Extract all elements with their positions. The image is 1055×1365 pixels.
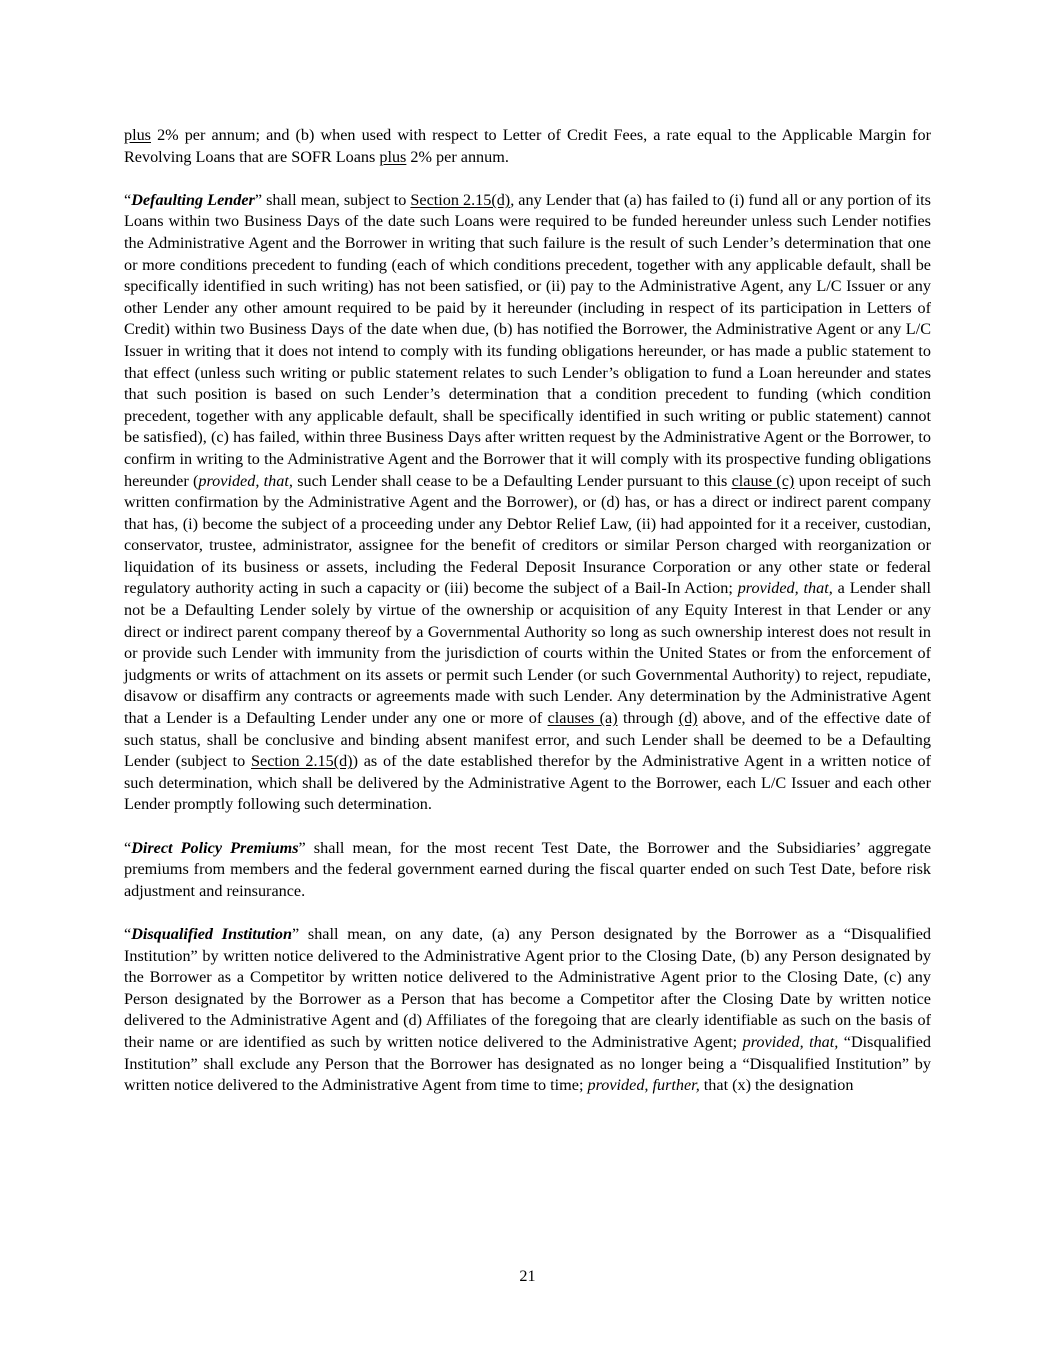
text-segment: above, and of the effective date of such status, shall be conclusive and binding absent manifest error, and such Lender shall be deemed to be a Defaulting Lender (subject to	[124, 709, 932, 771]
cross-reference: plus	[379, 147, 407, 166]
text-segment: “	[124, 924, 132, 943]
text-segment: ” shall mean, on any date, (a) any Person designated by the Borrower as a “Disqualified Institution” by written notice delivered to the Administrative Agent prior to the Closing Date, (b) any Person designated by the Borrower as a Competitor by written notice delivered to the Administrative Agent prior to the Closing Date, (c) any Person designated by the Borrower as a Person that has become a Competitor after the Closing Date by written notice delivered to the Administrative Agent and (d) Affiliates of the foregoing that are clearly identifiable as such on the basis of their name or are identified as such by written notice delivered to the Administrative Agent;	[124, 924, 931, 1051]
paragraph-disqualified-institution	[124, 924, 931, 1097]
italic-proviso: provided, that,	[742, 1032, 839, 1051]
cross-reference: Section 2.15(d)	[410, 190, 511, 209]
paragraph-direct-policy-premiums	[124, 838, 931, 903]
text-segment: ) as of the date established therefor by the Administrative Agent in a written notice of such determination, which shall be delivered by the Administrative Agent to the Borrower, each L/C Issuer and each other Lender promptly following such determination.	[124, 752, 932, 814]
text-segment: that (x) the designation	[699, 1076, 854, 1095]
text-segment: “	[124, 190, 132, 209]
cross-reference: Section 2.15(d)	[251, 752, 353, 771]
cross-reference: plus	[124, 126, 151, 144]
document-body	[124, 125, 931, 1118]
text-segment: ” shall mean, subject to	[254, 190, 411, 209]
cross-reference: clauses (a)	[547, 709, 618, 728]
text-segment: “Disqualified Institution” shall exclude any Person that the Borrower has designated as no longer being a “Disqualified Institution” by written notice delivered to the Administrative Agent from time to time;	[124, 1032, 931, 1095]
text-segment: upon receipt of such written confirmation by the Administrative Agent and the Borrower), or (d) has, or has a direct or indirect parent company that has, (i) become the subject of a proceeding under any Debtor Relief Law, (ii) had appointed for it a receiver, custodian, conservator, trustee, administrator, assignee for the benefit of creditors or similar Person charged with reorganization or liquidation of its business or assets, including the Federal Deposit Insurance Corporation or any other state or federal regulatory authority acting in such a capacity or (iii) become the subject of a Bail-In Action;	[124, 471, 931, 598]
text-segment: ” shall mean, for the most recent Test Date, the Borrower and the Subsidiaries’ aggregate premiums from members and the federal government earned during the fiscal quarter ended on such Test Date, before risk adjustment and reinsurance.	[124, 838, 932, 900]
defined-term: Disqualified Institution	[131, 924, 292, 943]
defined-term: Defaulting Lender	[131, 190, 255, 209]
cross-reference: clause (c)	[731, 471, 795, 490]
text-segment: 2% per annum; and (b) when used with respect to Letter of Credit Fees, a rate equal to the Applicable Margin for Revolving Loans that are SOFR Loans	[124, 126, 931, 166]
cross-reference: (d)	[678, 709, 698, 728]
text-segment: 2% per annum.	[406, 147, 509, 166]
text-segment: , any Lender that (a) has failed to (i) fund all or any portion of its Loans within two Business Days of the date such Loans were required to be funded hereunder unless such Lender notifies the Administrative Agent and the Borrower in writing that such failure is the result of such Lender’s determination that one or more conditions precedent to funding (each of which conditions precedent, together with any applicable default, shall be specifically identified in such writing) has not been satisfied, or (ii) pay to the Administrative Agent, any L/C Issuer or any other Lender any other amount required to be paid by it hereunder (including in respect of its participation in Letters of Credit) within two Business Days of the date when due, (b) has notified the Borrower, the Administrative Agent or any L/C Issuer in writing that it does not intend to comply with its funding obligations hereunder, or has made a public statement to that effect (unless such writing or public statement relates to such Lender’s obligation to fund a Loan hereunder and states that such position is based on such Lender’s determination that a condition precedent to funding (which condition precedent, together with any applicable default, shall be specifically identified in such writing or public statement) cannot be satisfied), (c) has failed, within three Business Days after written request by the Administrative Agent or the Borrower, to confirm in writing to the Administrative Agent and the Borrower that it will comply with its prospective funding obligations hereunder (	[124, 190, 931, 490]
text-segment: through	[617, 709, 679, 728]
text-segment: a Lender shall not be a Defaulting Lender solely by virtue of the ownership or acquisition of any Equity Interest in that Lender or any direct or indirect parent company thereof by a Governmental Authority so long as such ownership interest does not result in or provide such Lender with immunity from the jurisdiction of courts within the United States or from the enforcement of judgments or writs of attachment on its assets or permit such Lender (or such Governmental Authority) to reject, repudiate, disavow or disaffirm any contracts or agreements made with such Lender. Any determination by the Administrative Agent that a Lender is a Defaulting Lender under any one or more of	[124, 579, 931, 728]
page-number: 21	[519, 1267, 536, 1285]
italic-proviso: provided, further,	[587, 1076, 700, 1095]
paragraph-applicable-rate-continuation	[124, 125, 931, 168]
paragraph-defaulting-lender	[124, 190, 931, 816]
text-segment: such Lender shall cease to be a Defaulting Lender pursuant to this	[292, 471, 732, 490]
italic-proviso: provided, that,	[737, 579, 833, 598]
italic-proviso: provided, that,	[198, 471, 293, 490]
text-segment: “	[124, 838, 132, 857]
defined-term: Direct Policy Premiums	[131, 838, 299, 857]
